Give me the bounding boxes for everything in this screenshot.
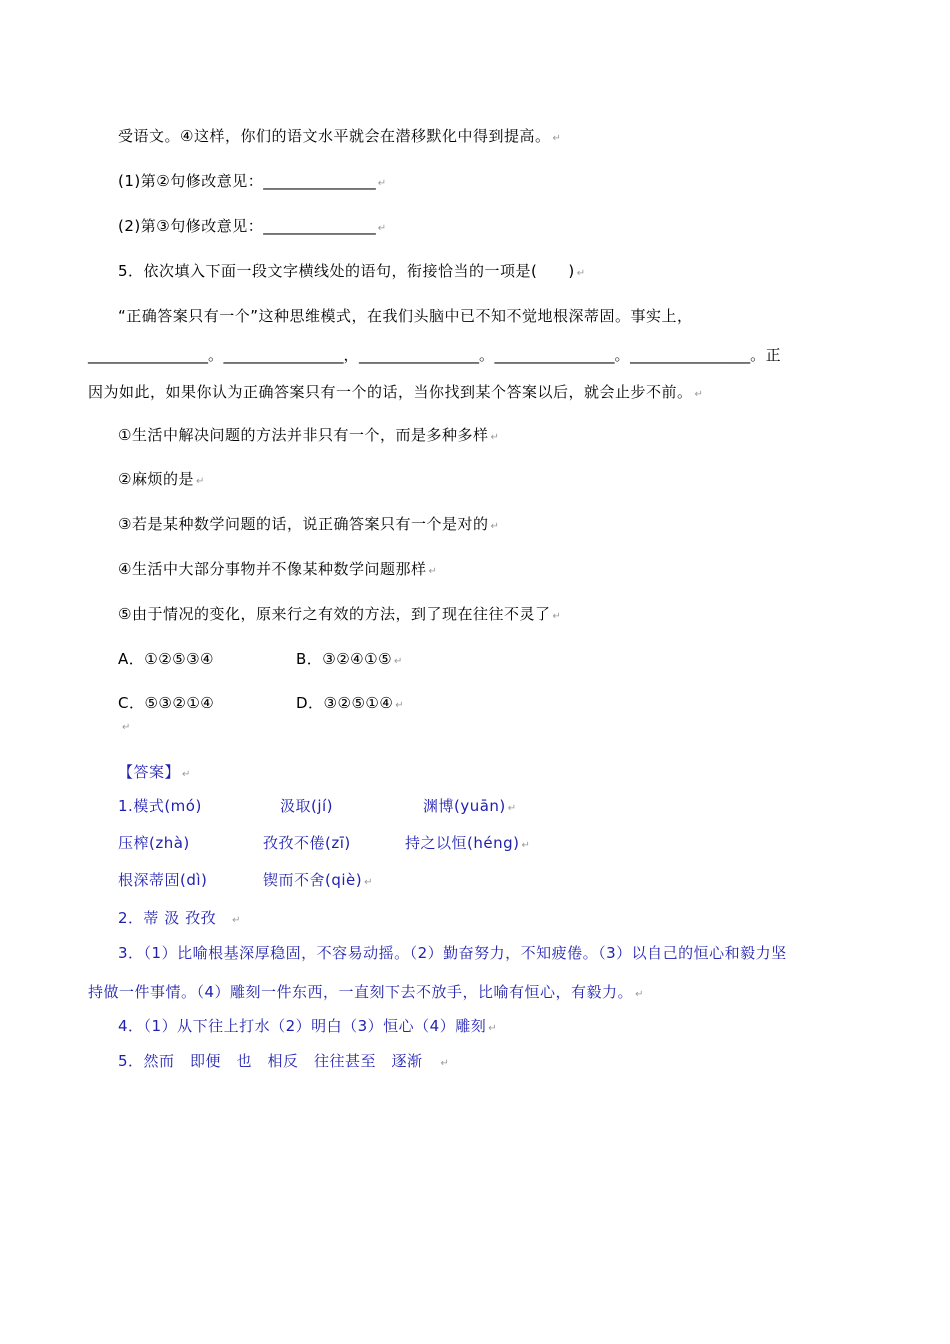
paragraph-mark-icon: ↵ (490, 432, 500, 443)
paragraph-mark-icon: ↵ (232, 915, 241, 926)
empty-paragraph (120, 715, 131, 738)
pinyin-word: 模式(mó) (133, 797, 202, 815)
paragraph-mark-icon: ↵ (122, 722, 131, 733)
revision-question-2: (2)第③句修改意见：_______________ ↵ (118, 217, 387, 235)
paragraph-mark-icon: ↵ (377, 223, 387, 234)
answer-header: 【答案】 ↵ (118, 763, 191, 781)
paragraph-mark-icon: ↵ (182, 769, 191, 780)
pinyin-word: 汲取(jí) (280, 797, 334, 815)
option-sentence-3: ③若是某种数学问题的话，说正确答案只有一个是对的 ↵ (118, 515, 500, 533)
passage-line-2: ________________。________________，________________。________________。________________。正 (88, 346, 782, 364)
answer-5: 5．然而 即便 也 相反 往往甚至 逐渐 ↵ (118, 1052, 450, 1070)
question-5-title: 5．依次填入下面一段文字横线处的语句，衔接恰当的一项是( ) ↵ (118, 262, 586, 280)
paragraph-mark-icon: ↵ (490, 521, 500, 532)
answer-blank: _______________ (263, 217, 376, 235)
answer-3-line-1: 3．（1）比喻根基深厚稳固，不容易动摇。（2）勤奋努力，不知疲倦。（3）以自己的恒心和毅力坚 (118, 944, 787, 962)
pinyin-word: 渊博(yuān) ↵ (423, 797, 517, 815)
answer-1-row-1: 1.模式(mó) (118, 797, 202, 815)
pinyin-word: 孜孜不倦(zī) (263, 834, 351, 852)
paragraph-mark-icon: ↵ (552, 133, 562, 144)
option-sentence-5: ⑤由于情况的变化，原来行之有效的方法，到了现在往往不灵了 ↵ (118, 605, 562, 623)
paragraph-mark-icon: ↵ (377, 178, 387, 189)
answer-blank: ________________ (359, 346, 480, 364)
paragraph-mark-icon: ↵ (488, 1023, 498, 1034)
pinyin-word: 根深蒂固(dì) (118, 871, 208, 889)
answer-blank: ________________ (630, 346, 751, 364)
passage-line-3: 因为如此，如果你认为正确答案只有一个的话，当你找到某个答案以后，就会止步不前。 ↵ (88, 383, 704, 401)
paragraph-mark-icon: ↵ (507, 803, 517, 814)
paragraph-mark-icon: ↵ (576, 268, 586, 279)
answer-blank: ________________ (223, 346, 344, 364)
text-line: 受语文。④这样，你们的语文水平就会在潜移默化中得到提高。 ↵ (118, 127, 562, 145)
answer-3-line-2: 持做一件事情。（4）雕刻一件东西，一直刻下去不放手，比喻有恒心，有毅力。 ↵ (88, 983, 644, 1001)
paragraph-mark-icon: ↵ (428, 566, 438, 577)
paragraph-mark-icon: ↵ (694, 389, 704, 400)
paragraph-mark-icon: ↵ (364, 877, 374, 888)
paragraph-mark-icon: ↵ (394, 656, 403, 667)
pinyin-word: 锲而不舍(qiè) ↵ (263, 871, 374, 889)
choice-d: D．③②⑤①④ ↵ (296, 694, 405, 712)
answer-4: 4．（1）从下往上打水（2）明白（3）恒心（4）雕刻 ↵ (118, 1017, 498, 1035)
answer-blank: ________________ (88, 346, 208, 364)
passage-line-1: “正确答案只有一个”这种思维模式，在我们头脑中已不知不觉地根深蒂固。事实上， (118, 307, 693, 325)
option-sentence-1: ①生活中解决问题的方法并非只有一个，而是多种多样 ↵ (118, 426, 500, 444)
choice-a: A．①②⑤③④ (118, 650, 214, 668)
paragraph-mark-icon: ↵ (635, 989, 644, 1000)
choice-b: B．③②④①⑤ ↵ (296, 650, 403, 668)
paragraph-mark-icon: ↵ (195, 476, 205, 487)
answer-blank: ________________ (494, 346, 615, 364)
paragraph-mark-icon: ↵ (440, 1058, 450, 1069)
choice-c: C．⑤③②①④ (118, 694, 215, 712)
answer-2: 2．蒂 汲 孜孜 ↵ (118, 909, 241, 927)
answer-blank: _______________ (263, 172, 376, 190)
pinyin-word: 压榨(zhà) (118, 834, 190, 852)
option-sentence-2: ②麻烦的是 ↵ (118, 470, 205, 488)
paragraph-mark-icon: ↵ (521, 840, 531, 851)
revision-question-1: (1)第②句修改意见：_______________ ↵ (118, 172, 387, 190)
paragraph-mark-icon: ↵ (395, 700, 405, 711)
paragraph-mark-icon: ↵ (552, 611, 562, 622)
pinyin-word: 持之以恒(héng) ↵ (405, 834, 531, 852)
option-sentence-4: ④生活中大部分事物并不像某种数学问题那样 ↵ (118, 560, 438, 578)
